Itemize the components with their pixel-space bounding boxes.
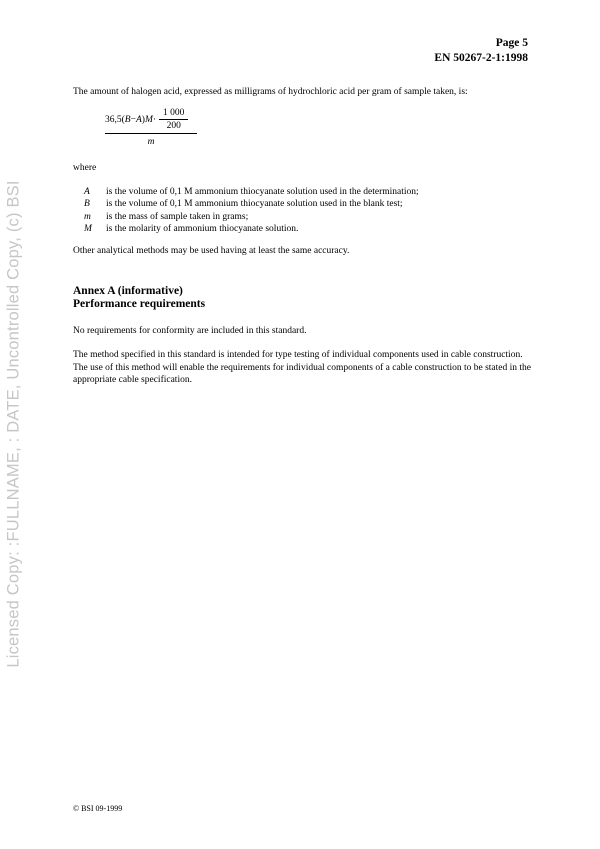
- annex-paragraph-1: No requirements for conformity are included in this standard.: [73, 326, 307, 336]
- definition-symbol: m: [84, 211, 91, 222]
- formula-inner-fraction: [159, 108, 188, 131]
- definition-item: [84, 198, 419, 210]
- definition-text: is the volume of 0,1 M ammonium thiocyanate solution used in the determination;: [106, 187, 419, 197]
- formula-var-a: A: [135, 114, 142, 125]
- formula-close-paren: ): [141, 114, 145, 125]
- formula-denominator: m: [147, 137, 155, 147]
- formula-var-m-upper: M: [144, 114, 153, 125]
- definition-symbol: M: [84, 223, 92, 234]
- fraction-bottom: 200: [166, 121, 181, 131]
- copyright-footer: © BSI 09-1999: [73, 804, 123, 813]
- license-watermark: Licensed Copy: :FULLNAME, : DATE, Uncontrolled Copy, (c) BSI: [4, 180, 23, 668]
- formula-numerator: [105, 108, 197, 131]
- formula-dot: ·: [152, 114, 157, 125]
- definition-item: [84, 186, 419, 198]
- definition-text: is the molarity of ammonium thiocyanate solution.: [106, 223, 299, 234]
- document-id: EN 50267-2-1:1998: [434, 52, 528, 64]
- page-header: [434, 36, 528, 66]
- halogen-acid-formula: [105, 108, 197, 147]
- fraction-top: 1 000: [159, 108, 188, 120]
- other-methods-paragraph: Other analytical methods may be used having at least the same accuracy.: [73, 246, 350, 256]
- formula-minus: −: [130, 114, 136, 125]
- formula-coefficient: 36,5(: [105, 114, 125, 125]
- formula-var-b: B: [124, 114, 131, 125]
- where-label: where: [73, 163, 97, 173]
- formula-main-fraction-line: [105, 133, 197, 134]
- annex-title: Annex A (informative): [73, 285, 183, 297]
- annex-paragraph-2: The method specified in this standard is intended for type testing of individual components used in cable construction. The use of this method will enable the requirements for individual components of a cable construction to be stated in the appropriate cable specification.: [73, 350, 531, 385]
- annex-subtitle: Performance requirements: [73, 298, 206, 310]
- definition-item: [84, 223, 419, 235]
- page-number: Page 5: [495, 37, 528, 49]
- intro-paragraph: The amount of halogen acid, expressed as milligrams of hydrochloric acid per gram of sample taken, is:: [73, 87, 468, 97]
- definition-symbol: B: [84, 199, 90, 210]
- definition-text: is the volume of 0,1 M ammonium thiocyanate solution used in the blank test;: [106, 199, 403, 210]
- definition-text: is the mass of sample taken in grams;: [106, 211, 249, 222]
- definition-symbol: A: [84, 187, 90, 197]
- annex-heading: [73, 285, 205, 311]
- definitions-list: [84, 186, 419, 235]
- definition-item: [84, 211, 419, 223]
